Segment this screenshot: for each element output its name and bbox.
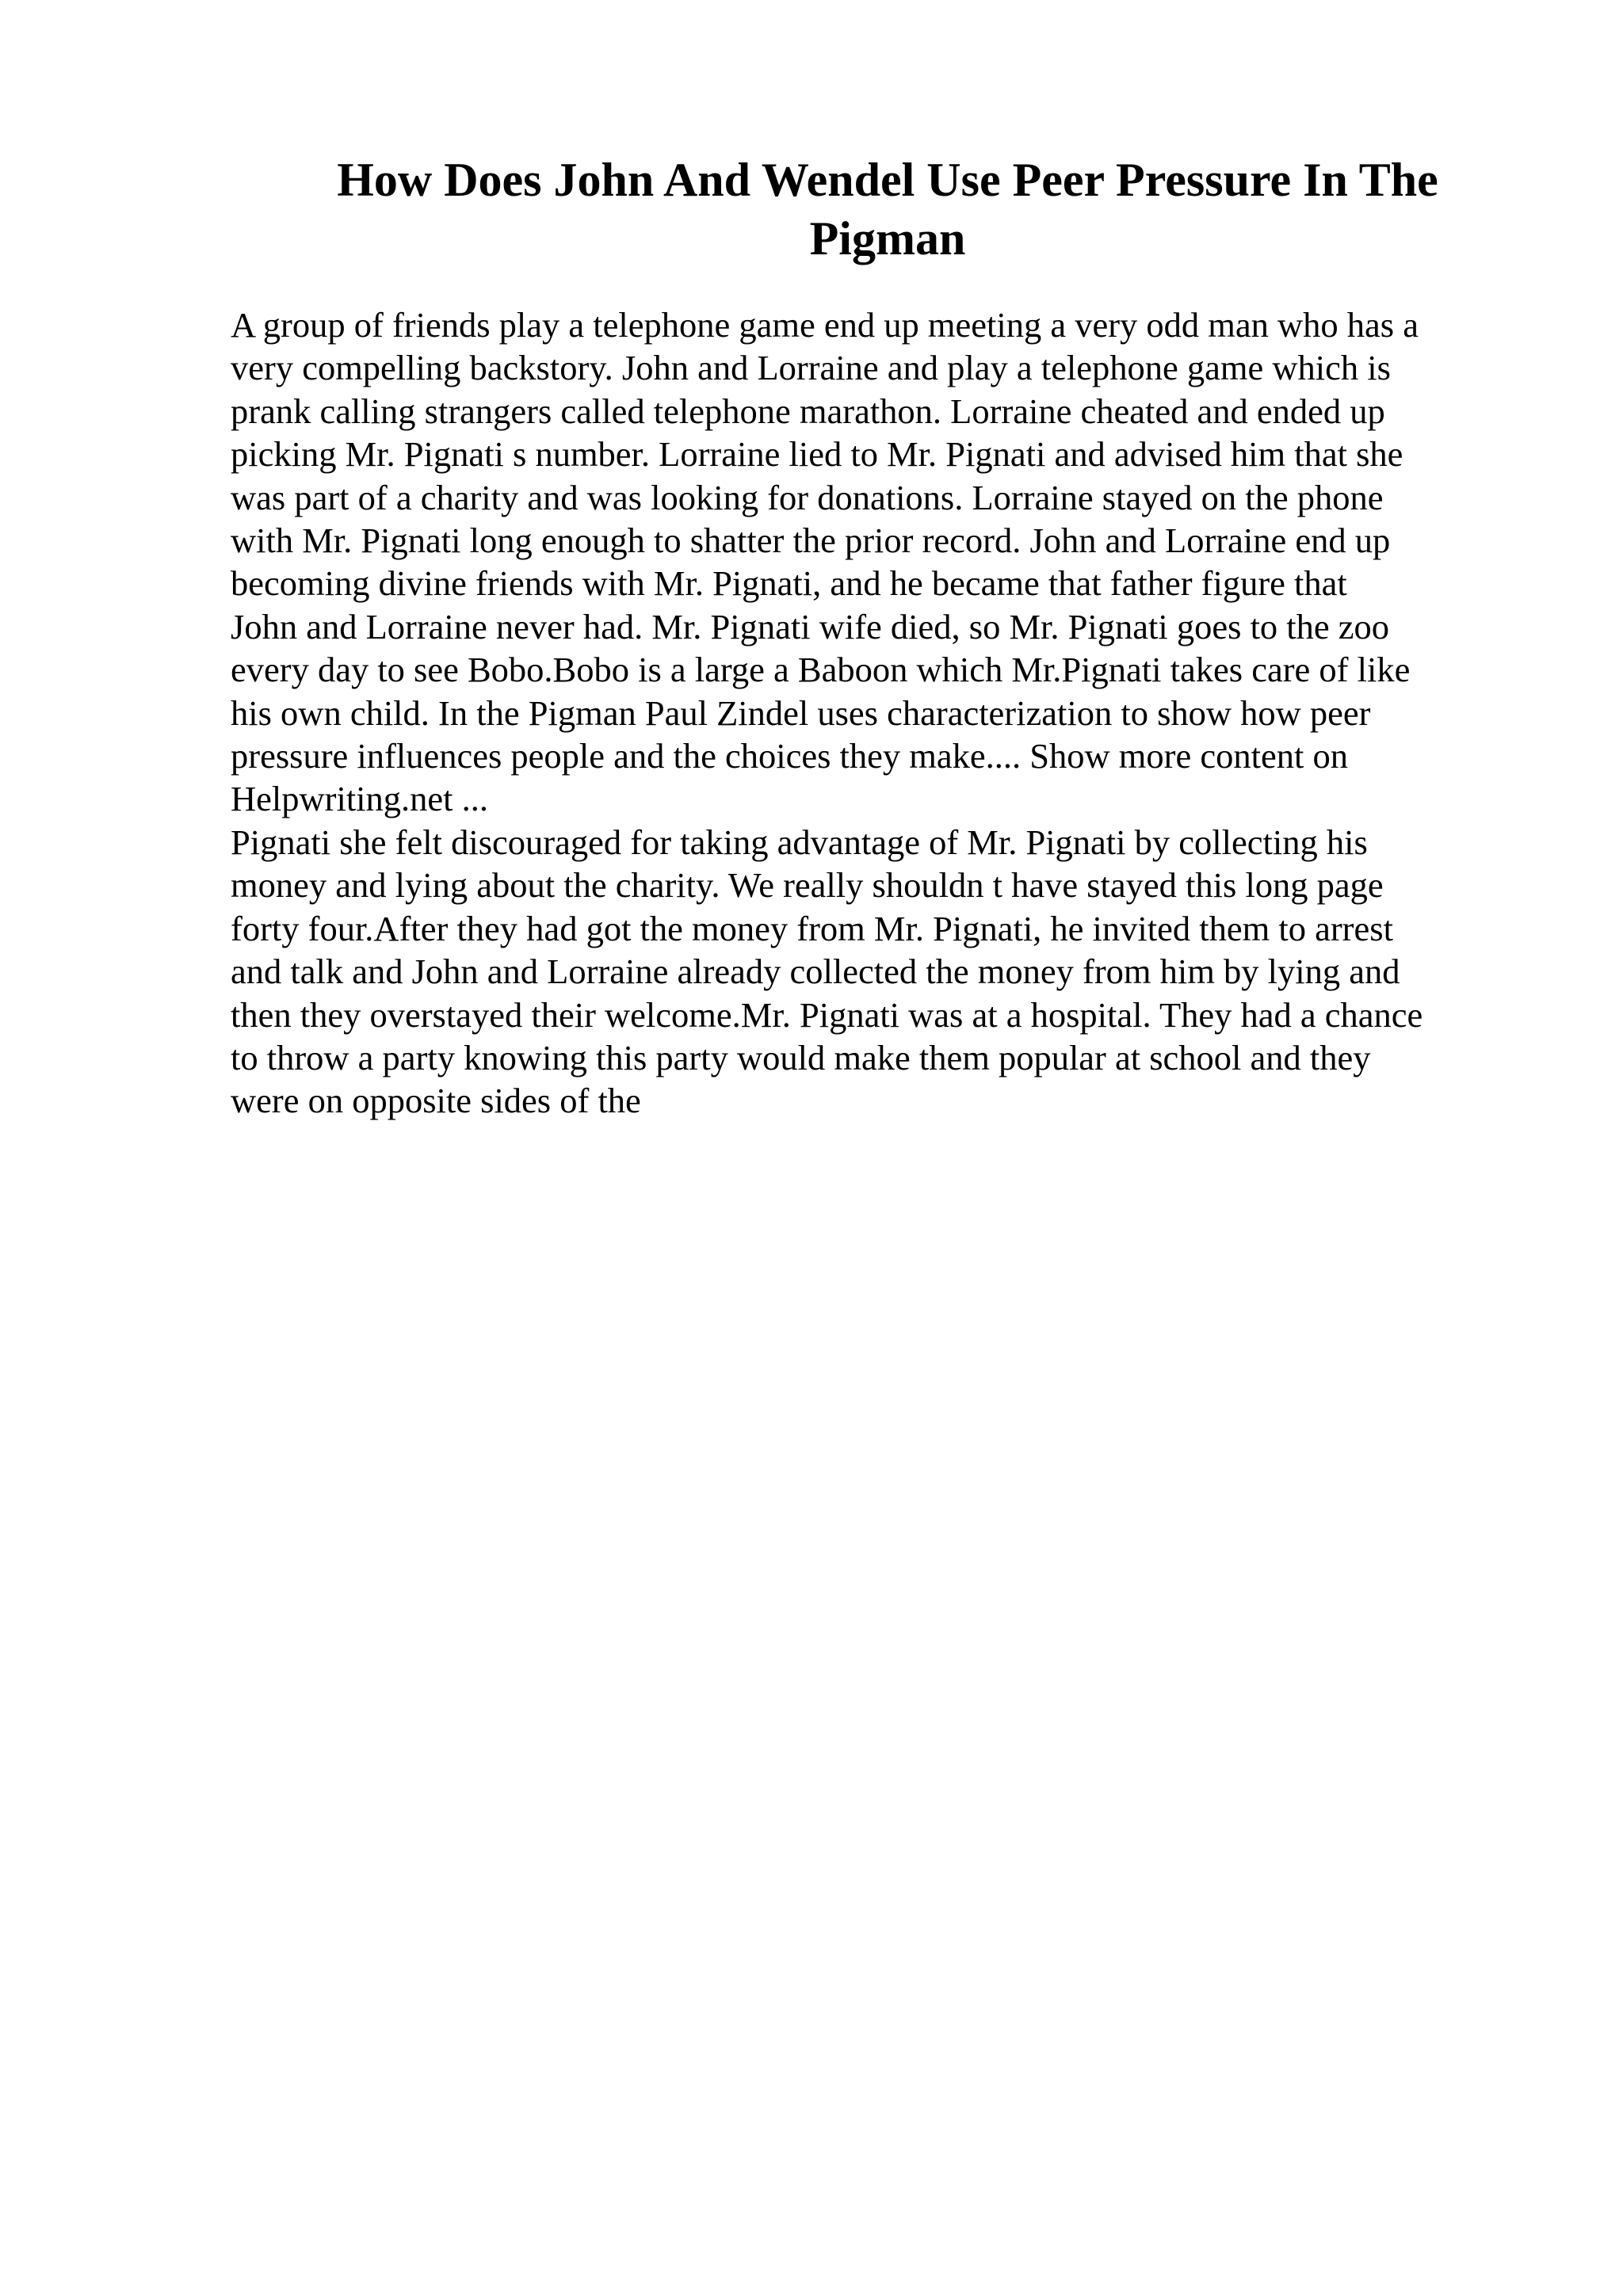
text-line: A group of friends play a telephone game end up meeting a very odd man who has a [231,305,1419,345]
text-line: with Mr. Pignati long enough to shatter the prior record. John and Lorraine end up [231,521,1391,561]
text-line: forty four.After they had got the money from Mr. Pignati, he invited them to arrest [231,908,1393,948]
text-line: then they overstayed their welcome.Mr. Pignati was at a hospital. They had a chance [231,994,1423,1035]
text-line: picking Mr. Pignati s number. Lorraine lied to Mr. Pignati and advised him that she [231,434,1403,475]
title-line: How Does John And Wendel Use Peer Pressure In The [337,154,1438,206]
text-line: was part of a charity and was looking for donations. Lorraine stayed on the phone [231,477,1384,517]
text-line: his own child. In the Pigman Paul Zindel uses characterization to show how peer [231,692,1371,733]
document-title [301,151,1474,268]
text-line: Helpwriting.net ... [231,779,489,819]
text-line: becoming divine friends with Mr. Pignati, and he became that father figure that [231,563,1347,604]
text-line: John and Lorraine never had. Mr. Pignati wife died, so Mr. Pignati goes to the zoo [231,606,1390,646]
paragraph-2 [231,821,1499,1123]
text-line: were on opposite sides of the [231,1081,641,1121]
document-body [231,303,1499,1123]
paragraph-1 [231,303,1499,821]
text-line: very compelling backstory. John and Lorraine and play a telephone game which is [231,348,1391,388]
text-line: every day to see Bobo.Bobo is a large a Baboon which Mr.Pignati takes care of like [231,650,1411,690]
text-line: and talk and John and Lorraine already collected the money from him by lying and [231,952,1400,992]
text-line: pressure influences people and the choices they make.... Show more content on [231,736,1348,776]
title-line: Pigman [809,212,966,265]
text-line: money and lying about the charity. We really shouldn t have stayed this long page [231,865,1384,906]
text-line: to throw a party knowing this party would make them popular at school and they [231,1037,1371,1077]
text-line: Pignati she felt discouraged for taking advantage of Mr. Pignati by collecting his [231,822,1368,862]
text-line: prank calling strangers called telephone marathon. Lorraine cheated and ended up [231,391,1385,431]
